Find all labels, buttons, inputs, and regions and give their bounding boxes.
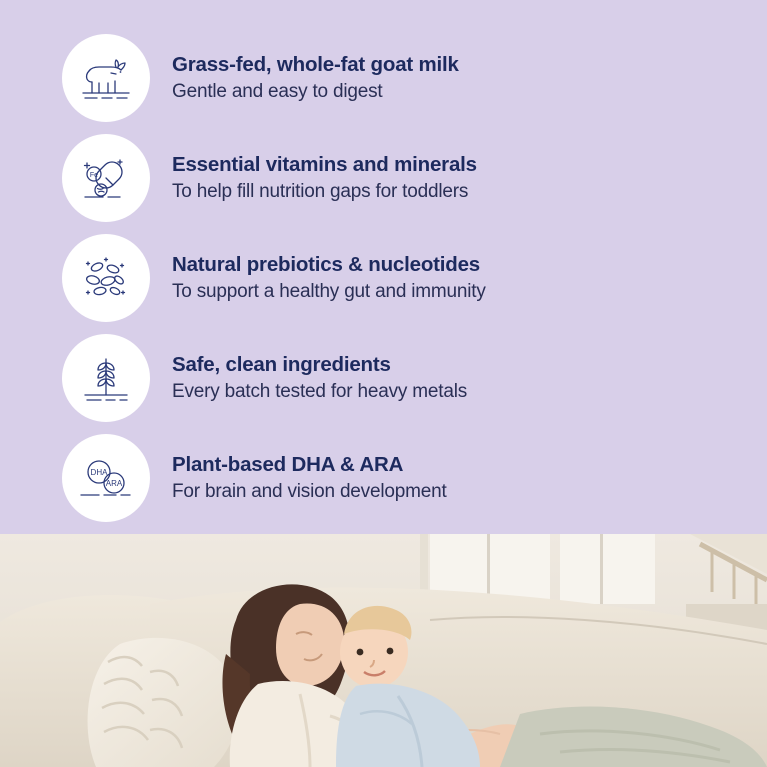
lifestyle-photo — [0, 534, 767, 767]
feature-text — [172, 52, 459, 104]
feature-text — [172, 452, 447, 504]
dha-label: DHA — [90, 468, 108, 477]
vitamins-capsule-iron-icon — [62, 134, 150, 222]
feature-item-goat-milk — [0, 28, 767, 128]
feature-title: Essential vitamins and minerals — [172, 152, 477, 176]
ara-label: ARA — [105, 479, 123, 488]
feature-title: Safe, clean ingredients — [172, 352, 391, 376]
feature-item-vitamins-minerals — [0, 128, 767, 228]
feature-title: Grass-fed, whole-fat goat milk — [172, 52, 459, 76]
feature-text — [172, 352, 467, 404]
feature-text — [172, 252, 486, 304]
feature-subtitle: Gentle and easy to digest — [172, 81, 383, 103]
feature-subtitle: To help fill nutrition gaps for toddlers — [172, 181, 469, 203]
svg-text:Fe: Fe — [89, 172, 99, 179]
goat-icon — [62, 34, 150, 122]
probiotic-bacteria-icon — [62, 234, 150, 322]
feature-title: Natural prebiotics & nucleotides — [172, 252, 480, 276]
feature-item-prebiotics-nucleotides — [0, 228, 767, 328]
feature-item-dha-ara — [0, 428, 767, 528]
dha-ara-droplets-icon — [62, 434, 150, 522]
feature-item-safe-ingredients — [0, 328, 767, 428]
feature-text — [172, 152, 477, 204]
wheat-stalk-icon — [62, 334, 150, 422]
feature-title: Plant-based DHA & ARA — [172, 452, 404, 476]
feature-subtitle: For brain and vision development — [172, 481, 447, 503]
feature-subtitle: To support a healthy gut and immunity — [172, 281, 486, 303]
feature-subtitle: Every batch tested for heavy metals — [172, 381, 468, 403]
